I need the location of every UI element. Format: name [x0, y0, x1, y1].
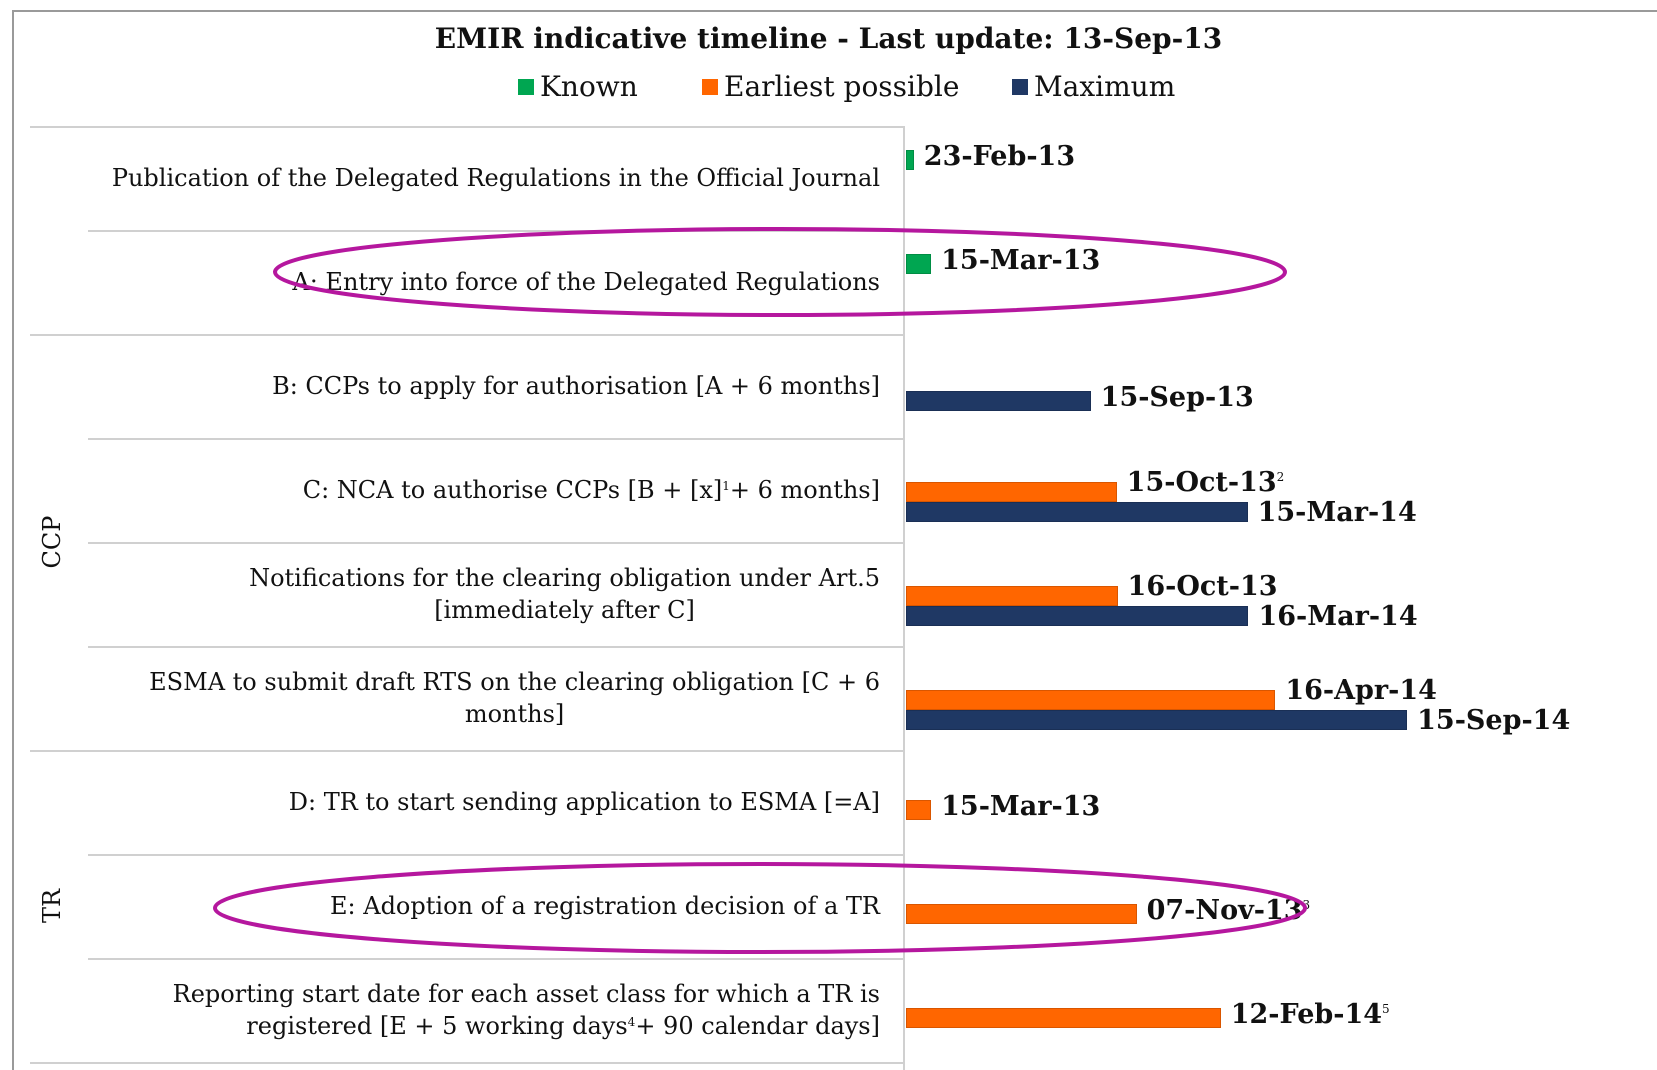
data-label-text: 07-Nov-13: [1146, 895, 1303, 926]
footnote-mark: 5: [1382, 1002, 1390, 1016]
data-label-text: 16-Mar-14: [1258, 601, 1418, 632]
data-label-text: 15-Mar-14: [1257, 497, 1417, 528]
data-label-text: 16-Oct-13: [1127, 571, 1278, 602]
footnote-mark: 3: [1302, 898, 1311, 912]
highlight-ellipse: [275, 229, 1285, 315]
footnote-mark: 2: [1276, 470, 1285, 484]
highlight-ellipse: [215, 864, 1305, 952]
row-label-line: Notifications for the clearing obligation under Art.5: [249, 564, 880, 592]
data-label-text: 15-Oct-13: [1126, 467, 1277, 498]
group-label: TR: [38, 888, 66, 924]
row-label-line: D: TR to start sending application to ESMA [=A]: [288, 788, 880, 816]
legend-label: Maximum: [1034, 70, 1176, 103]
legend-label: Earliest possible: [724, 70, 960, 103]
row-label-line: ESMA to submit draft RTS on the clearing obligation [C + 6: [149, 668, 880, 696]
row-label-line: months]: [464, 700, 565, 728]
row-label-line: Publication of the Delegated Regulations in the Official Journal: [111, 164, 880, 192]
data-label-text: 15-Sep-14: [1417, 705, 1571, 736]
row-label-part: + 6 months]: [729, 476, 880, 504]
group-label: CCP: [38, 515, 66, 569]
row-label-part: C: NCA to authorise CCPs [B + [x]: [302, 476, 723, 504]
row-label-part: + 90 calendar days]: [635, 1012, 880, 1040]
footnote-mark: 1: [722, 479, 730, 493]
row-label-line: B: CCPs to apply for authorisation [A + 6 months]: [272, 372, 880, 400]
row-label-line: E: Adoption of a registration decision of a TR: [330, 892, 880, 920]
data-label-text: 12-Feb-14: [1230, 999, 1383, 1030]
row-label-part: registered [E + 5 working days: [246, 1012, 628, 1040]
row-label-line: A: Entry into force of the Delegated Regulations: [292, 268, 880, 296]
chart-title: EMIR indicative timeline - Last update: 13-Sep-13: [434, 22, 1223, 55]
footnote-mark: 4: [627, 1015, 636, 1029]
data-label-text: 15-Mar-13: [941, 791, 1101, 822]
row-label-line: Reporting start date for each asset class for which a TR is: [172, 980, 880, 1008]
legend-label: Known: [540, 70, 638, 103]
data-label-text: 15-Mar-13: [941, 245, 1101, 276]
data-label-text: 23-Feb-13: [923, 141, 1076, 172]
row-label-line: [immediately after C]: [434, 596, 695, 624]
data-label-text: 16-Apr-14: [1285, 675, 1437, 706]
data-label-text: 15-Sep-13: [1100, 382, 1254, 413]
